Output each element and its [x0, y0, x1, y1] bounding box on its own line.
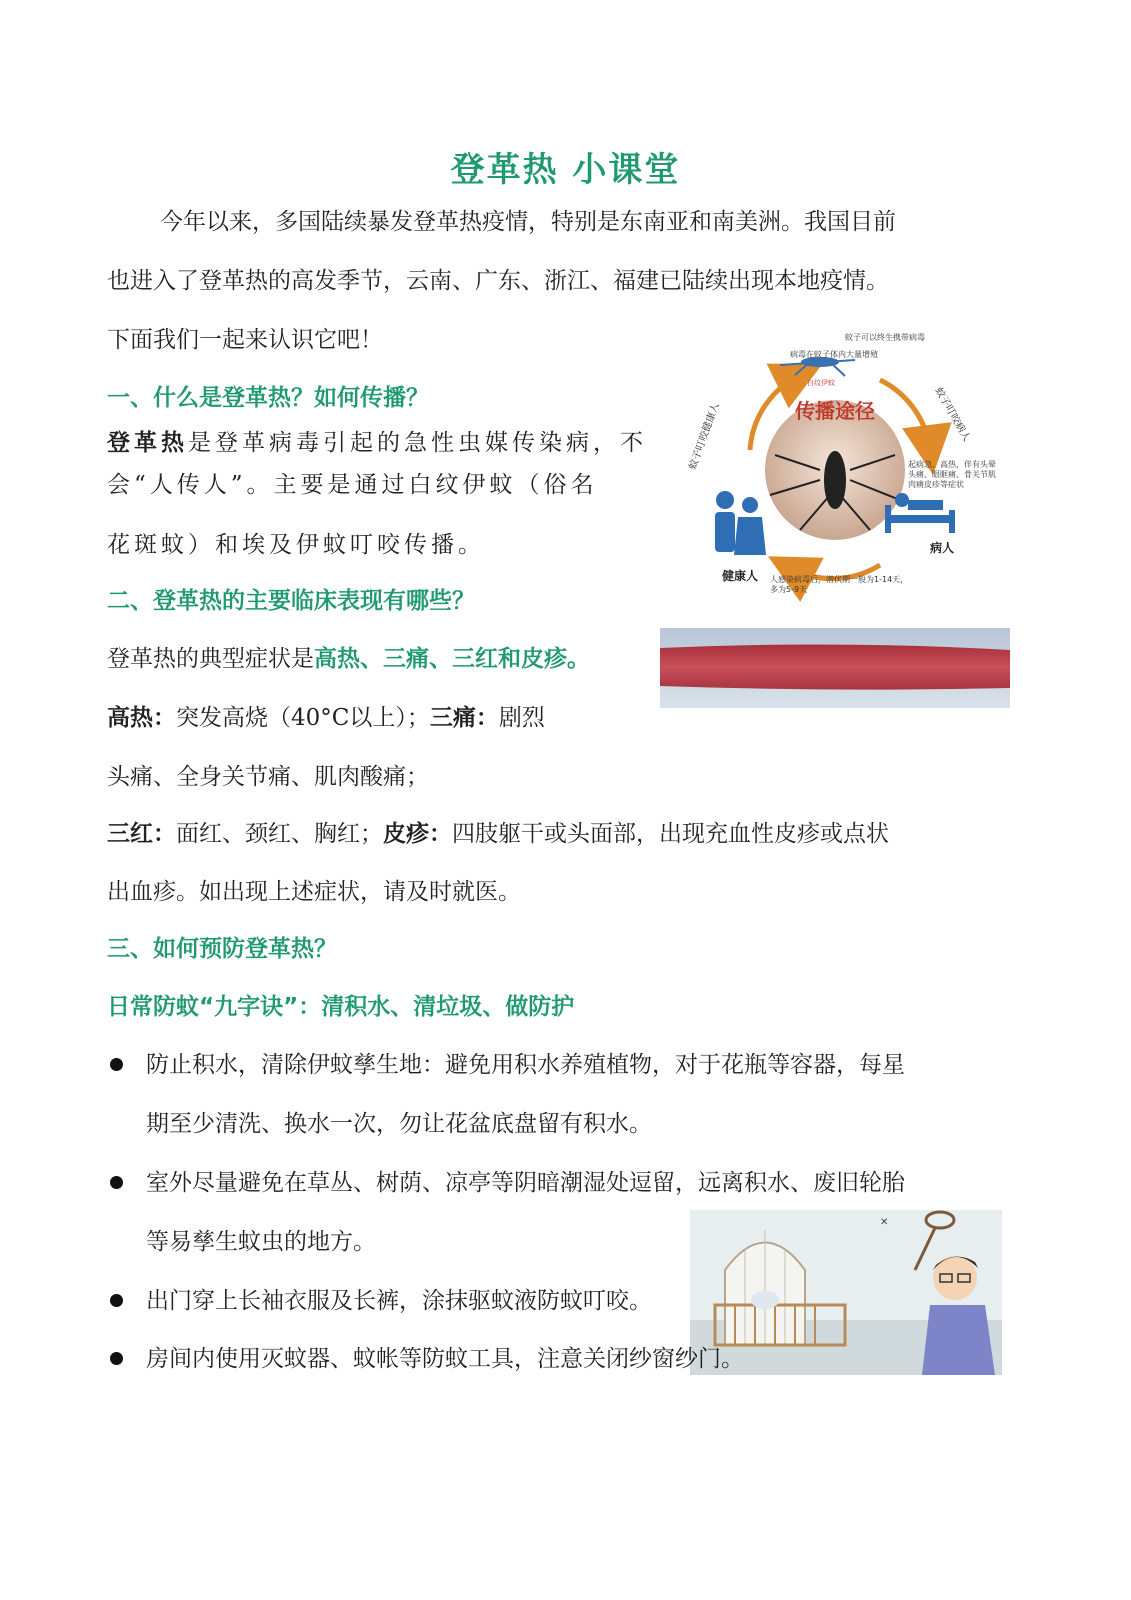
pain-text-1: 剧烈	[498, 705, 545, 731]
rash-text: 四肢躯干或头面部，出现充血性皮疹或点状	[452, 821, 889, 847]
red-label: 三红：	[107, 821, 176, 847]
transmission-diagram	[680, 320, 1000, 610]
diagram-incubation: 人感染病毒后，潜伏期一般为1-14天，多为5-9天	[770, 575, 909, 594]
typical-symptoms-line	[107, 644, 590, 674]
section-1-heading: 一、什么是登革热？如何传播？	[107, 385, 429, 411]
rash-label: 皮疹：	[383, 821, 452, 847]
bullet-1-line-1: 防止积水，清除伊蚊孳生地：避免用积水养殖植物，对于花瓶等容器，每星	[146, 1052, 905, 1078]
bullet-dot	[110, 1176, 123, 1189]
arm-rash-shape	[660, 644, 1010, 689]
bullet-3-line-1: 出门穿上长袖衣服及长裤，涂抹驱蚊液防蚊叮咬。	[146, 1288, 652, 1314]
bullet-2-line-2: 等易孳生蚊虫的地方。	[146, 1229, 376, 1255]
fever-pain-line	[107, 703, 545, 733]
diagram-top-right: 蚊子可以终生携带病毒	[845, 333, 925, 342]
section-3-heading: 三、如何预防登革热？	[107, 936, 337, 962]
bullet-dot	[110, 1058, 123, 1071]
diagram-healthy-label: 健康人	[722, 569, 759, 583]
mosquito-icon-small: ✕	[880, 1217, 889, 1228]
diagram-center-label: 传播途径	[795, 399, 875, 423]
page-title: 登革热 小课堂	[450, 150, 681, 190]
bullet-4-line-1: 房间内使用灭蚊器、蚊帐等防蚊工具，注意关闭纱窗纱门。	[146, 1346, 744, 1372]
intro-line-1: 今年以来，多国陆续暴发登革热疫情，特别是东南亚和南美洲。我国目前	[160, 209, 896, 235]
pain-line-2: 头痛、全身关节痛、肌肉酸痛；	[107, 764, 429, 790]
diagram-left-arc: 蚊子叮咬健康人	[687, 401, 722, 472]
dengue-term: 登革热	[107, 430, 188, 456]
fever-text: 突发高烧（40°C以上）；	[176, 705, 430, 731]
section-1-line-1-rest: 是登革病毒引起的急性虫媒传染病，不	[188, 430, 647, 456]
intro-line-2: 也进入了登革热的高发季节，云南、广东、浙江、福建已陆续出现本地疫情。	[107, 268, 889, 294]
pain-label: 三痛：	[429, 705, 499, 731]
diagram-symptoms: 起病急、高热，伴有头晕头痛、眼眶痛、骨关节肌肉痛皮疹等症状	[908, 460, 996, 489]
bullet-1-line-2: 期至少清洗、换水一次，勿让花盆底盘留有积水。	[146, 1111, 652, 1137]
rash-photo	[660, 628, 1010, 708]
section-1-line-2: 会“人传人”。主要是通过白纹伊蚊（俗名	[107, 472, 598, 498]
bullet-dot	[110, 1294, 123, 1307]
typical-highlight: 高热、三痛、三红和皮疹。	[314, 646, 590, 672]
section-2-heading: 二、登革热的主要临床表现有哪些？	[107, 588, 475, 614]
diagram-mosquito-label: 白纹伊蚊	[807, 379, 835, 387]
diagram-right-arc: 蚊子叮咬病人	[932, 386, 972, 444]
diagram-sick-label: 病人	[930, 541, 955, 555]
section-1-line-1	[107, 428, 647, 458]
intro-line-3: 下面我们一起来认识它吧！	[107, 327, 383, 353]
typical-prefix: 登革热的典型症状是	[107, 646, 314, 672]
bullet-dot	[110, 1352, 123, 1365]
diagram-top-left: 病毒在蚊子体内大量增殖	[790, 350, 878, 359]
red-text: 面红、颈红、胸红；	[176, 821, 383, 847]
rash-line-2: 出血疹。如出现上述症状，请及时就医。	[107, 879, 521, 905]
section-1-line-3: 花斑蚊）和埃及伊蚊叮咬传播。	[107, 532, 485, 558]
fever-label: 高热：	[107, 705, 176, 731]
section-3-subheading: 日常防蚊“九字诀”：清积水、清垃圾、做防护	[107, 994, 575, 1020]
red-rash-line	[107, 819, 889, 849]
bullet-2-line-1: 室外尽量避免在草丛、树荫、凉亭等阴暗潮湿处逗留，远离积水、废旧轮胎	[146, 1170, 905, 1196]
